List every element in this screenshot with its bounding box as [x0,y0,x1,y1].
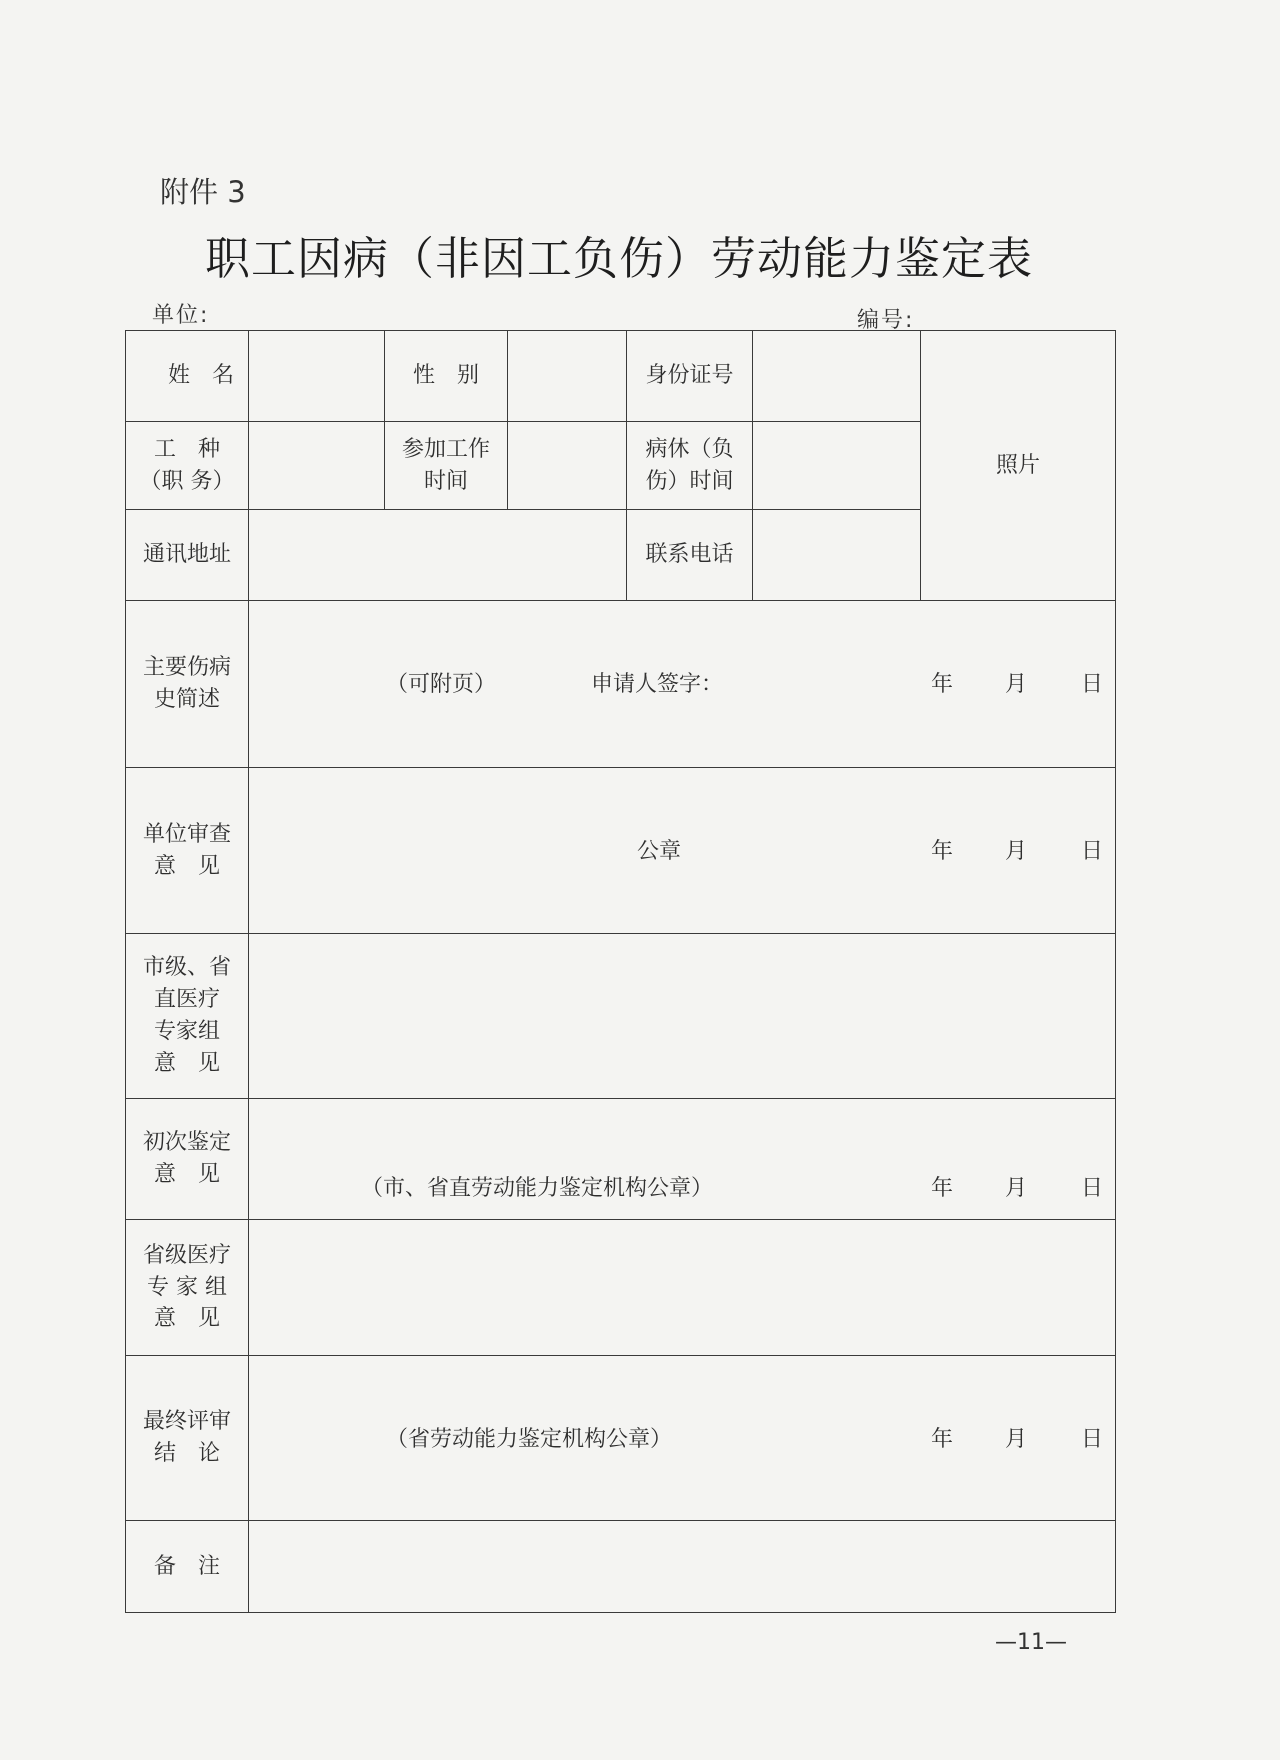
prov-expert-line3: 意 见 [153,1306,220,1332]
city-expert-line4: 意 见 [153,1050,220,1076]
phone-label: 联系电话 [627,510,753,601]
initial-month: 月 [1005,1176,1028,1201]
unit-review-year: 年 [931,839,954,864]
work-start-line1: 参加工作 [401,436,490,462]
city-expert-line1: 市级、省 [142,955,231,981]
photo-box[interactable] [921,331,1116,601]
unit-review-line1: 单位审查 [142,821,231,847]
row-initial-appraisal [126,1099,1116,1220]
city-expert-label [126,934,249,1099]
page-number: —11— [995,1630,1067,1655]
remarks-label: 备 注 [126,1521,249,1613]
appraisal-form-table [125,330,1116,1613]
history-day: 日 [1081,672,1104,697]
prov-expert-field[interactable] [249,1220,1116,1356]
final-seal-label: （省劳动能力鉴定机构公章） [386,1427,673,1452]
unit-seal-label: 公章 [637,839,682,864]
id-number-label: 身份证号 [627,331,753,422]
attach-page-note: （可附页） [386,672,497,697]
unit-review-month: 月 [1005,839,1028,864]
final-conclusion-line1: 最终评审 [142,1409,231,1435]
applicant-signature-label: 申请人签字： [591,672,724,697]
unit-review-line2: 意 见 [153,853,220,879]
row-city-expert-opinion [126,934,1116,1099]
prov-expert-line1: 省级医疗 [142,1242,231,1268]
history-label [126,601,249,768]
row-basic-info [126,331,1116,422]
phone-field[interactable] [753,510,921,601]
job-label-line1: 工 种 [153,436,220,462]
prov-expert-label [126,1220,249,1356]
job-field[interactable] [249,422,385,510]
address-label: 通讯地址 [126,510,249,601]
final-conclusion-label [126,1356,249,1521]
final-year: 年 [931,1427,954,1452]
city-expert-line3: 专家组 [153,1019,220,1044]
form-title: 职工因病（非因工负伤）劳动能力鉴定表 [205,232,1034,285]
photo-label: 照片 [995,452,1040,478]
initial-appraisal-label [126,1099,249,1220]
prov-expert-line2: 专 家 组 [147,1274,227,1300]
unit-review-label [126,768,249,934]
unit-review-field[interactable] [249,768,1116,934]
city-expert-line2: 直医疗 [153,987,220,1013]
job-label [126,422,249,510]
initial-appraisal-field[interactable] [249,1099,1116,1220]
serial-number-label: 编号: [857,308,915,333]
address-field[interactable] [249,510,627,601]
city-expert-field[interactable] [249,934,1116,1099]
row-provincial-expert-opinion [126,1220,1116,1356]
final-conclusion-field[interactable] [249,1356,1116,1521]
initial-appraisal-line1: 初次鉴定 [142,1130,231,1156]
unit-label: 单位: [152,303,210,328]
final-conclusion-line2: 结 论 [153,1441,220,1466]
row-illness-history [126,601,1116,768]
row-final-conclusion [126,1356,1116,1521]
initial-seal-label: （市、省直劳动能力鉴定机构公章） [361,1176,714,1201]
final-month: 月 [1005,1427,1028,1452]
final-day: 日 [1081,1427,1104,1452]
gender-field[interactable] [508,331,627,422]
work-start-line2: 时间 [423,468,468,494]
history-month: 月 [1005,672,1028,697]
sick-leave-line1: 病休（负 [645,436,734,462]
gender-label: 性 别 [385,331,508,422]
name-label: 姓 名 [126,331,249,422]
history-field[interactable] [249,601,1116,768]
remarks-field[interactable] [249,1521,1116,1613]
name-field[interactable] [249,331,385,422]
sick-leave-label [627,422,753,510]
work-start-field[interactable] [508,422,627,510]
attachment-label: 附件 3 [160,175,246,209]
row-unit-review [126,768,1116,934]
work-start-label [385,422,508,510]
sick-leave-line2: 伤）时间 [645,468,734,494]
job-label-line2: （职 务） [139,468,235,494]
unit-review-day: 日 [1081,839,1104,864]
history-year: 年 [931,672,954,697]
initial-day: 日 [1081,1176,1104,1201]
initial-appraisal-line2: 意 见 [153,1162,220,1187]
history-label-line2: 史简述 [153,687,220,712]
history-label-line1: 主要伤病 [142,655,231,681]
initial-year: 年 [931,1176,954,1201]
id-number-field[interactable] [753,331,921,422]
sick-leave-field[interactable] [753,422,921,510]
row-remarks [126,1521,1116,1613]
